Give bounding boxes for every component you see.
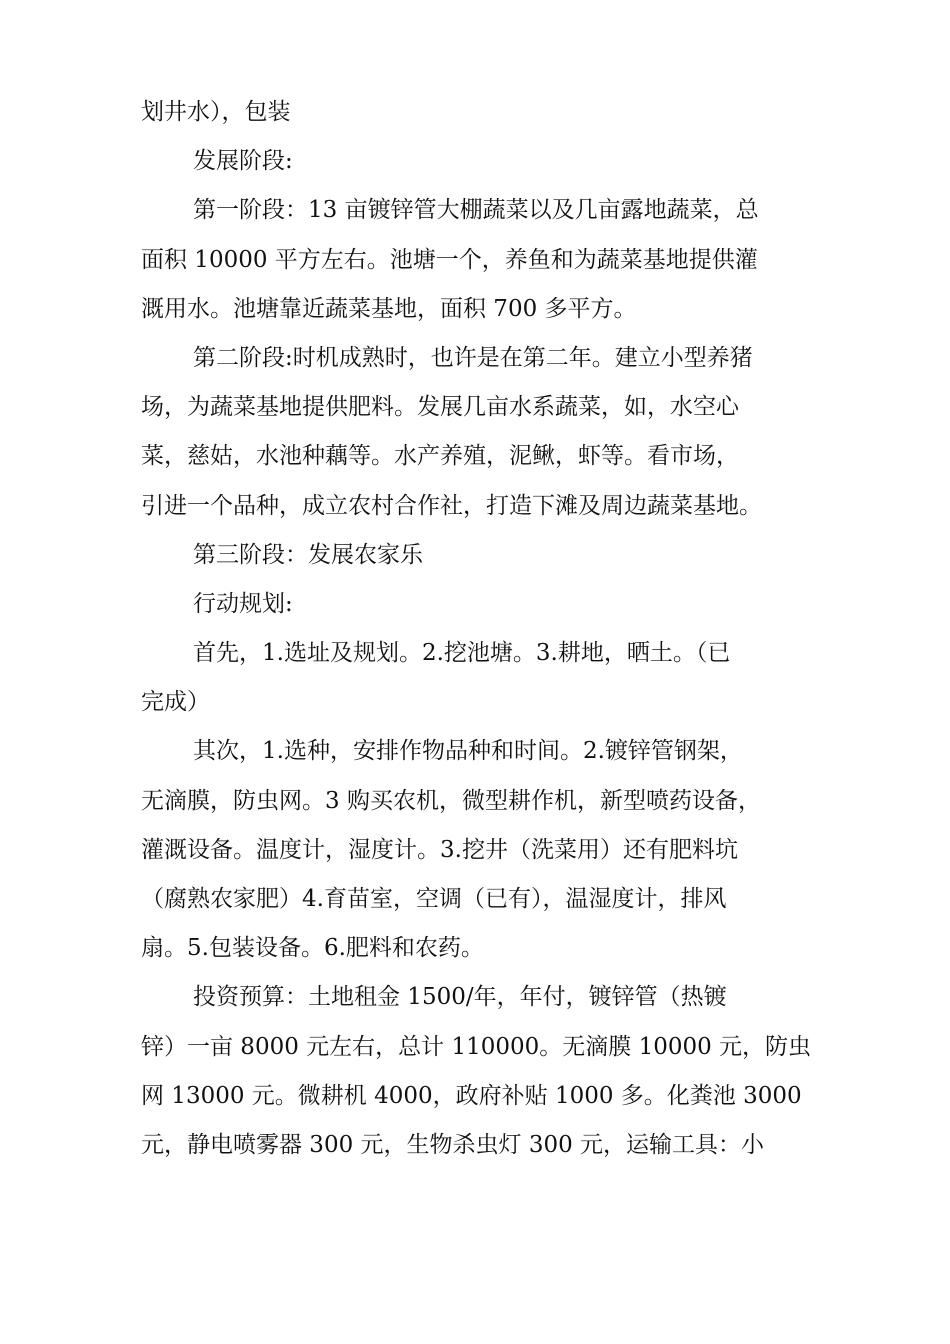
text-line: 划井水），包装 [141,99,291,125]
text-line: 锌）一亩 8000 元左右，总计 110000。无滴膜 10000 元，防虫 [141,1033,812,1060]
heading-action-plan [141,580,821,629]
paragraph-stage-three [141,531,821,580]
text-line: 扇。5.包装设备。6.肥料和农药。 [141,935,484,962]
text-line: （腐熟农家肥）4.育苗室，空调（已有），温湿度计，排风 [141,886,727,912]
heading-development-stages [141,137,821,186]
paragraph-investment-budget [141,973,821,1170]
text-line: 面积 10000 平方左右。池塘一个，养鱼和为蔬菜基地提供灌 [141,246,758,273]
text-line: 第二阶段:时机成熟时，也许是在第二年。建立小型养猪 [193,344,753,371]
text-line: 投资预算：土地租金 1500/年，年付，镀锌管（热镀 [193,984,727,1011]
text-line: 引进一个品种，成立农村合作社，打造下滩及周边蔬菜基地。 [141,492,762,519]
text-line: 菜，慈姑，水池种藕等。水产养殖，泥鳅，虾等。看市场， [141,443,739,470]
paragraph-stage-two [141,334,821,531]
paragraph-next-steps [141,727,821,973]
paragraph-first-steps [141,629,821,727]
text-line: 场，为蔬菜基地提供肥料。发展几亩水系蔬菜，如，水空心 [141,394,739,421]
document-body [141,88,821,1170]
text-line: 第一阶段：13 亩镀锌管大棚蔬菜以及几亩露地蔬菜，总 [193,197,759,224]
text-line: 发展阶段: [193,148,293,175]
text-line: 溉用水。池塘靠近蔬菜基地，面积 700 多平方。 [141,295,637,322]
text-line: 首先，1.选址及规划。2.挖池塘。3.耕地，晒土。（已 [193,640,731,667]
text-line: 网 13000 元。微耕机 4000，政府补贴 1000 多。化粪池 3000 [141,1082,802,1109]
text-line: 无滴膜，防虫网。3 购买农机，微型耕作机，新型喷药设备， [141,787,761,814]
text-line: 第三阶段：发展农家乐 [193,541,423,568]
paragraph-stage-one [141,186,821,334]
text-line: 行动规划: [193,590,293,617]
text-line: 灌溉设备。温度计，湿度计。3.挖井（洗菜用）还有肥料坑 [141,836,738,863]
text-line: 其次，1.选种，安排作物品种和时间。2.镀锌管钢架， [193,738,743,765]
paragraph-packaging [141,88,821,137]
text-line: 完成） [141,689,210,716]
text-line: 元，静电喷雾器 300 元，生物杀虫灯 300 元，运输工具：小 [141,1131,765,1158]
